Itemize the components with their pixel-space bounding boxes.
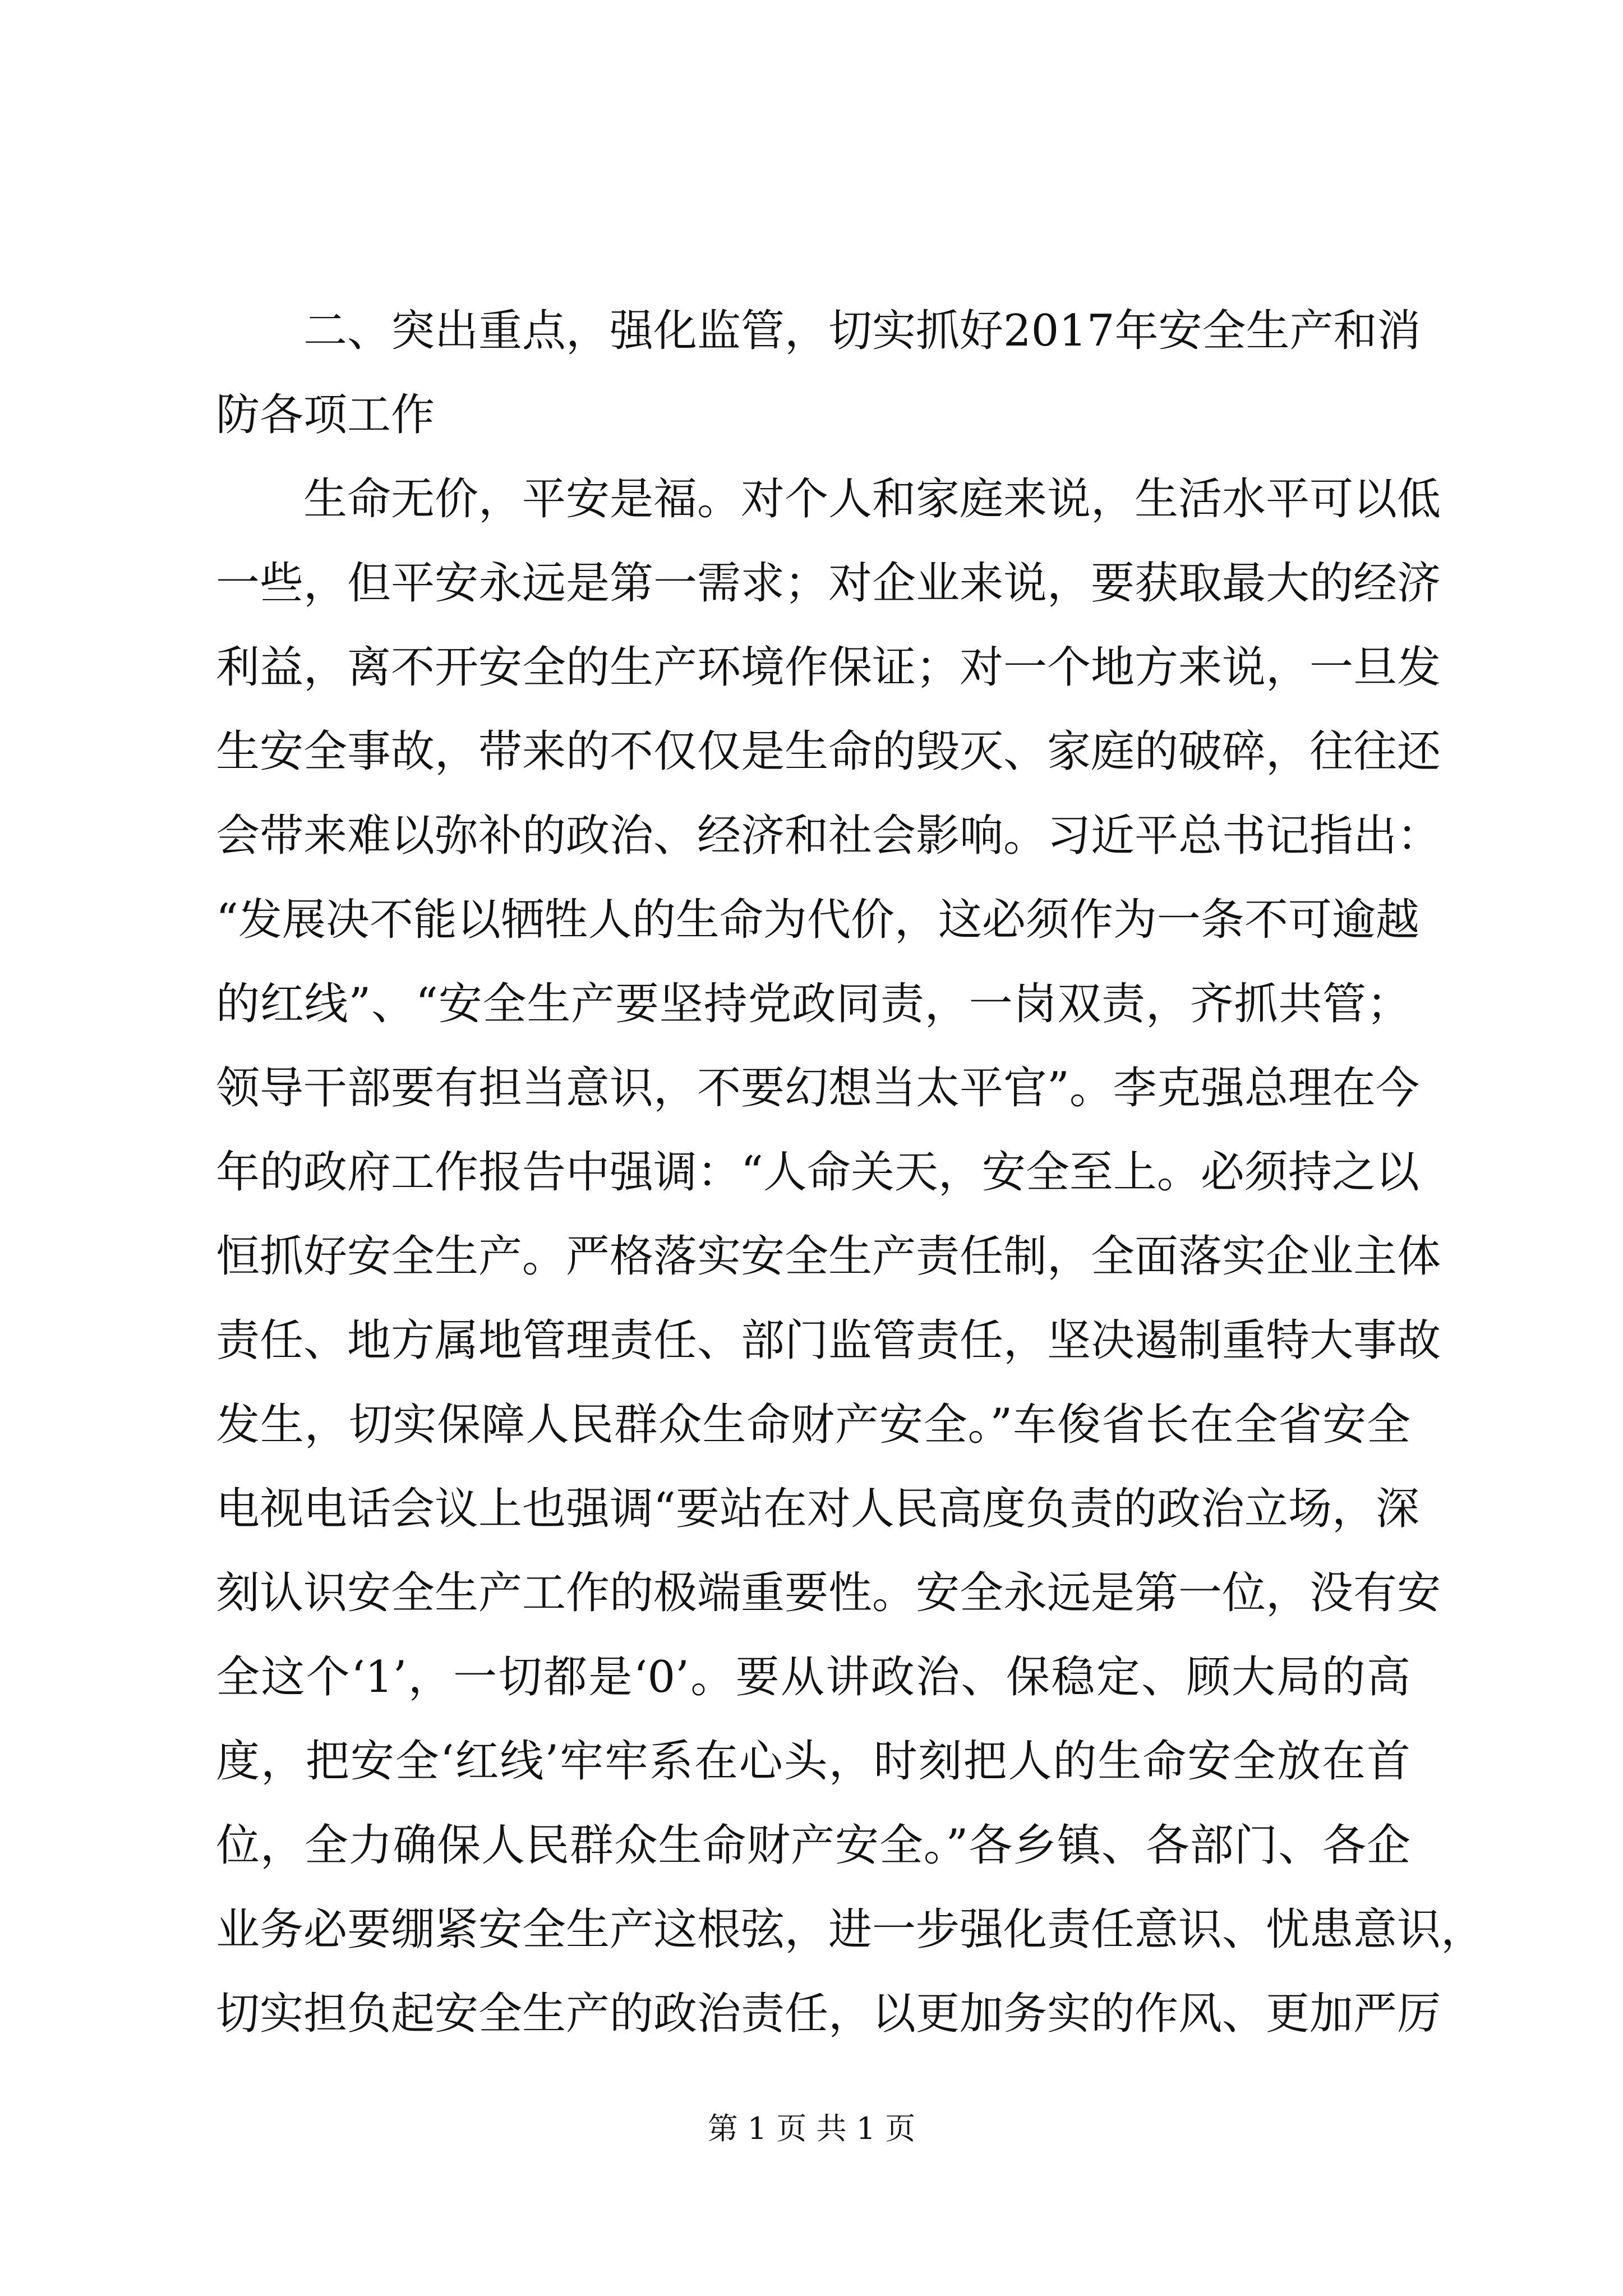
body-line: “发展决不能以牺牲人的生命为代价，这必须作为一条不可逾越	[216, 895, 1419, 945]
body-line: 利益，离不开安全的生产环境作保证；对一个地方来说，一旦发	[216, 642, 1441, 693]
body-line: 电视电话会议上也强调“要站在对人民高度负责的政治立场，深	[216, 1484, 1419, 1534]
body-line: 切实担负起安全生产的政治责任，以更加务实的作风、更加严厉	[216, 1989, 1441, 2039]
section-heading-line-2: 防各项工作	[216, 390, 435, 440]
body-line: 业务必要绷紧安全生产这根弦，进一步强化责任意识、忧患意识，	[216, 1904, 1485, 1955]
body-line: 位，全力确保人民群众生命财产安全。”各乡镇、各部门、各企	[216, 1820, 1410, 1871]
section-heading-line-1: 二、突出重点，强化监管，切实抓好2017年安全生产和消	[303, 306, 1421, 356]
body-line: 年的政府工作报告中强调：“人命关天，安全至上。必须持之以	[216, 1147, 1419, 1198]
body-line: 生安全事故，带来的不仅仅是生命的毁灭、家庭的破碎，往往还	[216, 726, 1441, 777]
body-line: 一些，但平安永远是第一需求；对企业来说，要获取最大的经济	[216, 558, 1441, 609]
body-line: 发生，切实保障人民群众生命财产安全。”车俊省长在全省安全	[216, 1400, 1410, 1450]
body-line: 的红线”、“安全生产要坚持党政同责，一岗双责，齐抓共管；	[216, 979, 1410, 1029]
body-line: 领导干部要有担当意识，不要幻想当太平官”。李克强总理在今	[216, 1063, 1419, 1114]
body-line: 会带来难以弥补的政治、经济和社会影响。习近平总书记指出：	[216, 811, 1441, 861]
body-line: 恒抓好安全生产。严格落实安全生产责任制，全面落实企业主体	[216, 1231, 1441, 1282]
body-line: 生命无价，平安是福。对个人和家庭来说，生活水平可以低	[303, 474, 1441, 524]
body-line: 度，把安全‘红线’牢牢系在心头，时刻把人的生命安全放在首	[216, 1736, 1410, 1787]
body-line: 责任、地方属地管理责任、部门监管责任，坚决遏制重特大事故	[216, 1315, 1441, 1366]
page-footer: 第 1 页 共 1 页	[707, 2111, 916, 2146]
body-line: 刻认识安全生产工作的极端重要性。安全永远是第一位，没有安	[216, 1568, 1441, 1618]
body-line: 全这个‘1’，一切都是‘0’。要从讲政治、保稳定、顾大局的高	[216, 1652, 1410, 1703]
